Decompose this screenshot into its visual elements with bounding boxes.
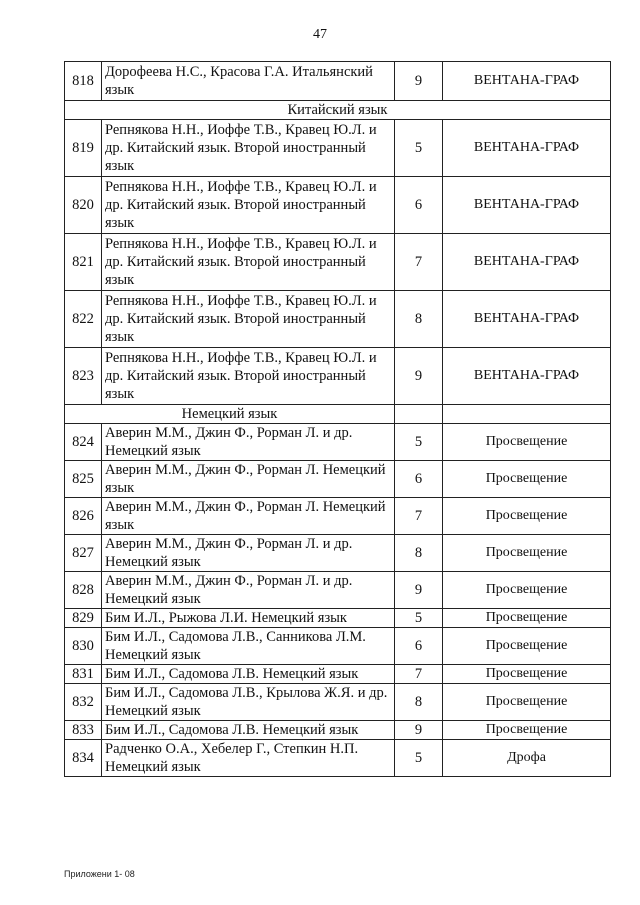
table-row [65,721,611,740]
authors-title: Репнякова Н.Н., Иоффе Т.В., Кравец Ю.Л. и др. Китайский язык. Второй иностранный язык [102,234,395,291]
authors-title: Дорофеева Н.С., Красова Г.А. Итальянский язык [102,62,395,101]
row-number: 819 [65,120,102,177]
table-row [65,740,611,777]
table-row [65,348,611,405]
grade: 9 [395,721,443,740]
authors-title: Аверин М.М., Джин Ф., Рорман Л. и др. Немецкий язык [102,424,395,461]
authors-title: Репнякова Н.Н., Иоффе Т.В., Кравец Ю.Л. и др. Китайский язык. Второй иностранный язык [102,291,395,348]
authors-title: Бим И.Л., Рыжова Л.И. Немецкий язык [102,609,395,628]
grade: 9 [395,572,443,609]
table-row [65,234,611,291]
row-number: 825 [65,461,102,498]
publisher: Дрофа [443,740,611,777]
publisher: Просвещение [443,721,611,740]
row-number: 833 [65,721,102,740]
publisher: ВЕНТАНА-ГРАФ [443,62,611,101]
grade: 9 [395,62,443,101]
row-number: 828 [65,572,102,609]
table-row [65,177,611,234]
row-number: 821 [65,234,102,291]
authors-title: Репнякова Н.Н., Иоффе Т.В., Кравец Ю.Л. и др. Китайский язык. Второй иностранный язык [102,177,395,234]
grade: 7 [395,498,443,535]
grade: 8 [395,535,443,572]
publisher: ВЕНТАНА-ГРАФ [443,120,611,177]
grade: 5 [395,609,443,628]
row-number: 832 [65,684,102,721]
publisher: Просвещение [443,535,611,572]
authors-title: Бим И.Л., Садомова Л.В. Немецкий язык [102,721,395,740]
grade: 5 [395,740,443,777]
publisher: ВЕНТАНА-ГРАФ [443,177,611,234]
authors-title: Аверин М.М., Джин Ф., Рорман Л. Немецкий язык [102,461,395,498]
table-row [65,535,611,572]
grade: 5 [395,120,443,177]
authors-title: Аверин М.М., Джин Ф., Рорман Л. Немецкий язык [102,498,395,535]
table-row [65,609,611,628]
row-number: 822 [65,291,102,348]
authors-title: Аверин М.М., Джин Ф., Рорман Л. и др. Немецкий язык [102,535,395,572]
grade: 5 [395,424,443,461]
grade: 9 [395,348,443,405]
publisher: ВЕНТАНА-ГРАФ [443,348,611,405]
row-number: 824 [65,424,102,461]
authors-title: Аверин М.М., Джин Ф., Рорман Л. и др. Немецкий язык [102,572,395,609]
table-row [65,665,611,684]
empty-cell [395,405,443,424]
grade: 8 [395,291,443,348]
row-number: 831 [65,665,102,684]
grade: 6 [395,461,443,498]
table-row [65,461,611,498]
table-row [65,291,611,348]
table-row [65,498,611,535]
authors-title: Бим И.Л., Садомова Л.В., Санникова Л.М. Немецкий язык [102,628,395,665]
publisher: Просвещение [443,628,611,665]
row-number: 829 [65,609,102,628]
table-row [65,424,611,461]
publisher: Просвещение [443,498,611,535]
page-number: 47 [313,27,327,42]
section-title: Немецкий язык [65,405,395,424]
table-row [65,120,611,177]
section-title: Китайский язык [65,101,611,120]
publisher: Просвещение [443,684,611,721]
row-number: 834 [65,740,102,777]
section-row [65,101,611,120]
row-number: 820 [65,177,102,234]
authors-title: Репнякова Н.Н., Иоффе Т.В., Кравец Ю.Л. и др. Китайский язык. Второй иностранный язык [102,120,395,177]
row-number: 818 [65,62,102,101]
publisher: Просвещение [443,609,611,628]
table-row [65,684,611,721]
footer-note: Приложени 1- 08 [64,869,135,879]
empty-cell [443,405,611,424]
authors-title: Радченко О.А., Хебелер Г., Степкин Н.П. Немецкий язык [102,740,395,777]
grade: 7 [395,665,443,684]
table-row [65,628,611,665]
grade: 6 [395,628,443,665]
authors-title: Бим И.Л., Садомова Л.В., Крылова Ж.Я. и др. Немецкий язык [102,684,395,721]
row-number: 830 [65,628,102,665]
row-number: 823 [65,348,102,405]
table-row [65,572,611,609]
publisher: Просвещение [443,665,611,684]
grade: 6 [395,177,443,234]
publisher: ВЕНТАНА-ГРАФ [443,291,611,348]
publisher: Просвещение [443,461,611,498]
publisher: Просвещение [443,424,611,461]
publisher: ВЕНТАНА-ГРАФ [443,234,611,291]
table-row [65,62,611,101]
row-number: 826 [65,498,102,535]
publisher: Просвещение [443,572,611,609]
grade: 8 [395,684,443,721]
grade: 7 [395,234,443,291]
section-row [65,405,611,424]
textbook-table [64,61,611,777]
authors-title: Бим И.Л., Садомова Л.В. Немецкий язык [102,665,395,684]
authors-title: Репнякова Н.Н., Иоффе Т.В., Кравец Ю.Л. и др. Китайский язык. Второй иностранный язык [102,348,395,405]
row-number: 827 [65,535,102,572]
